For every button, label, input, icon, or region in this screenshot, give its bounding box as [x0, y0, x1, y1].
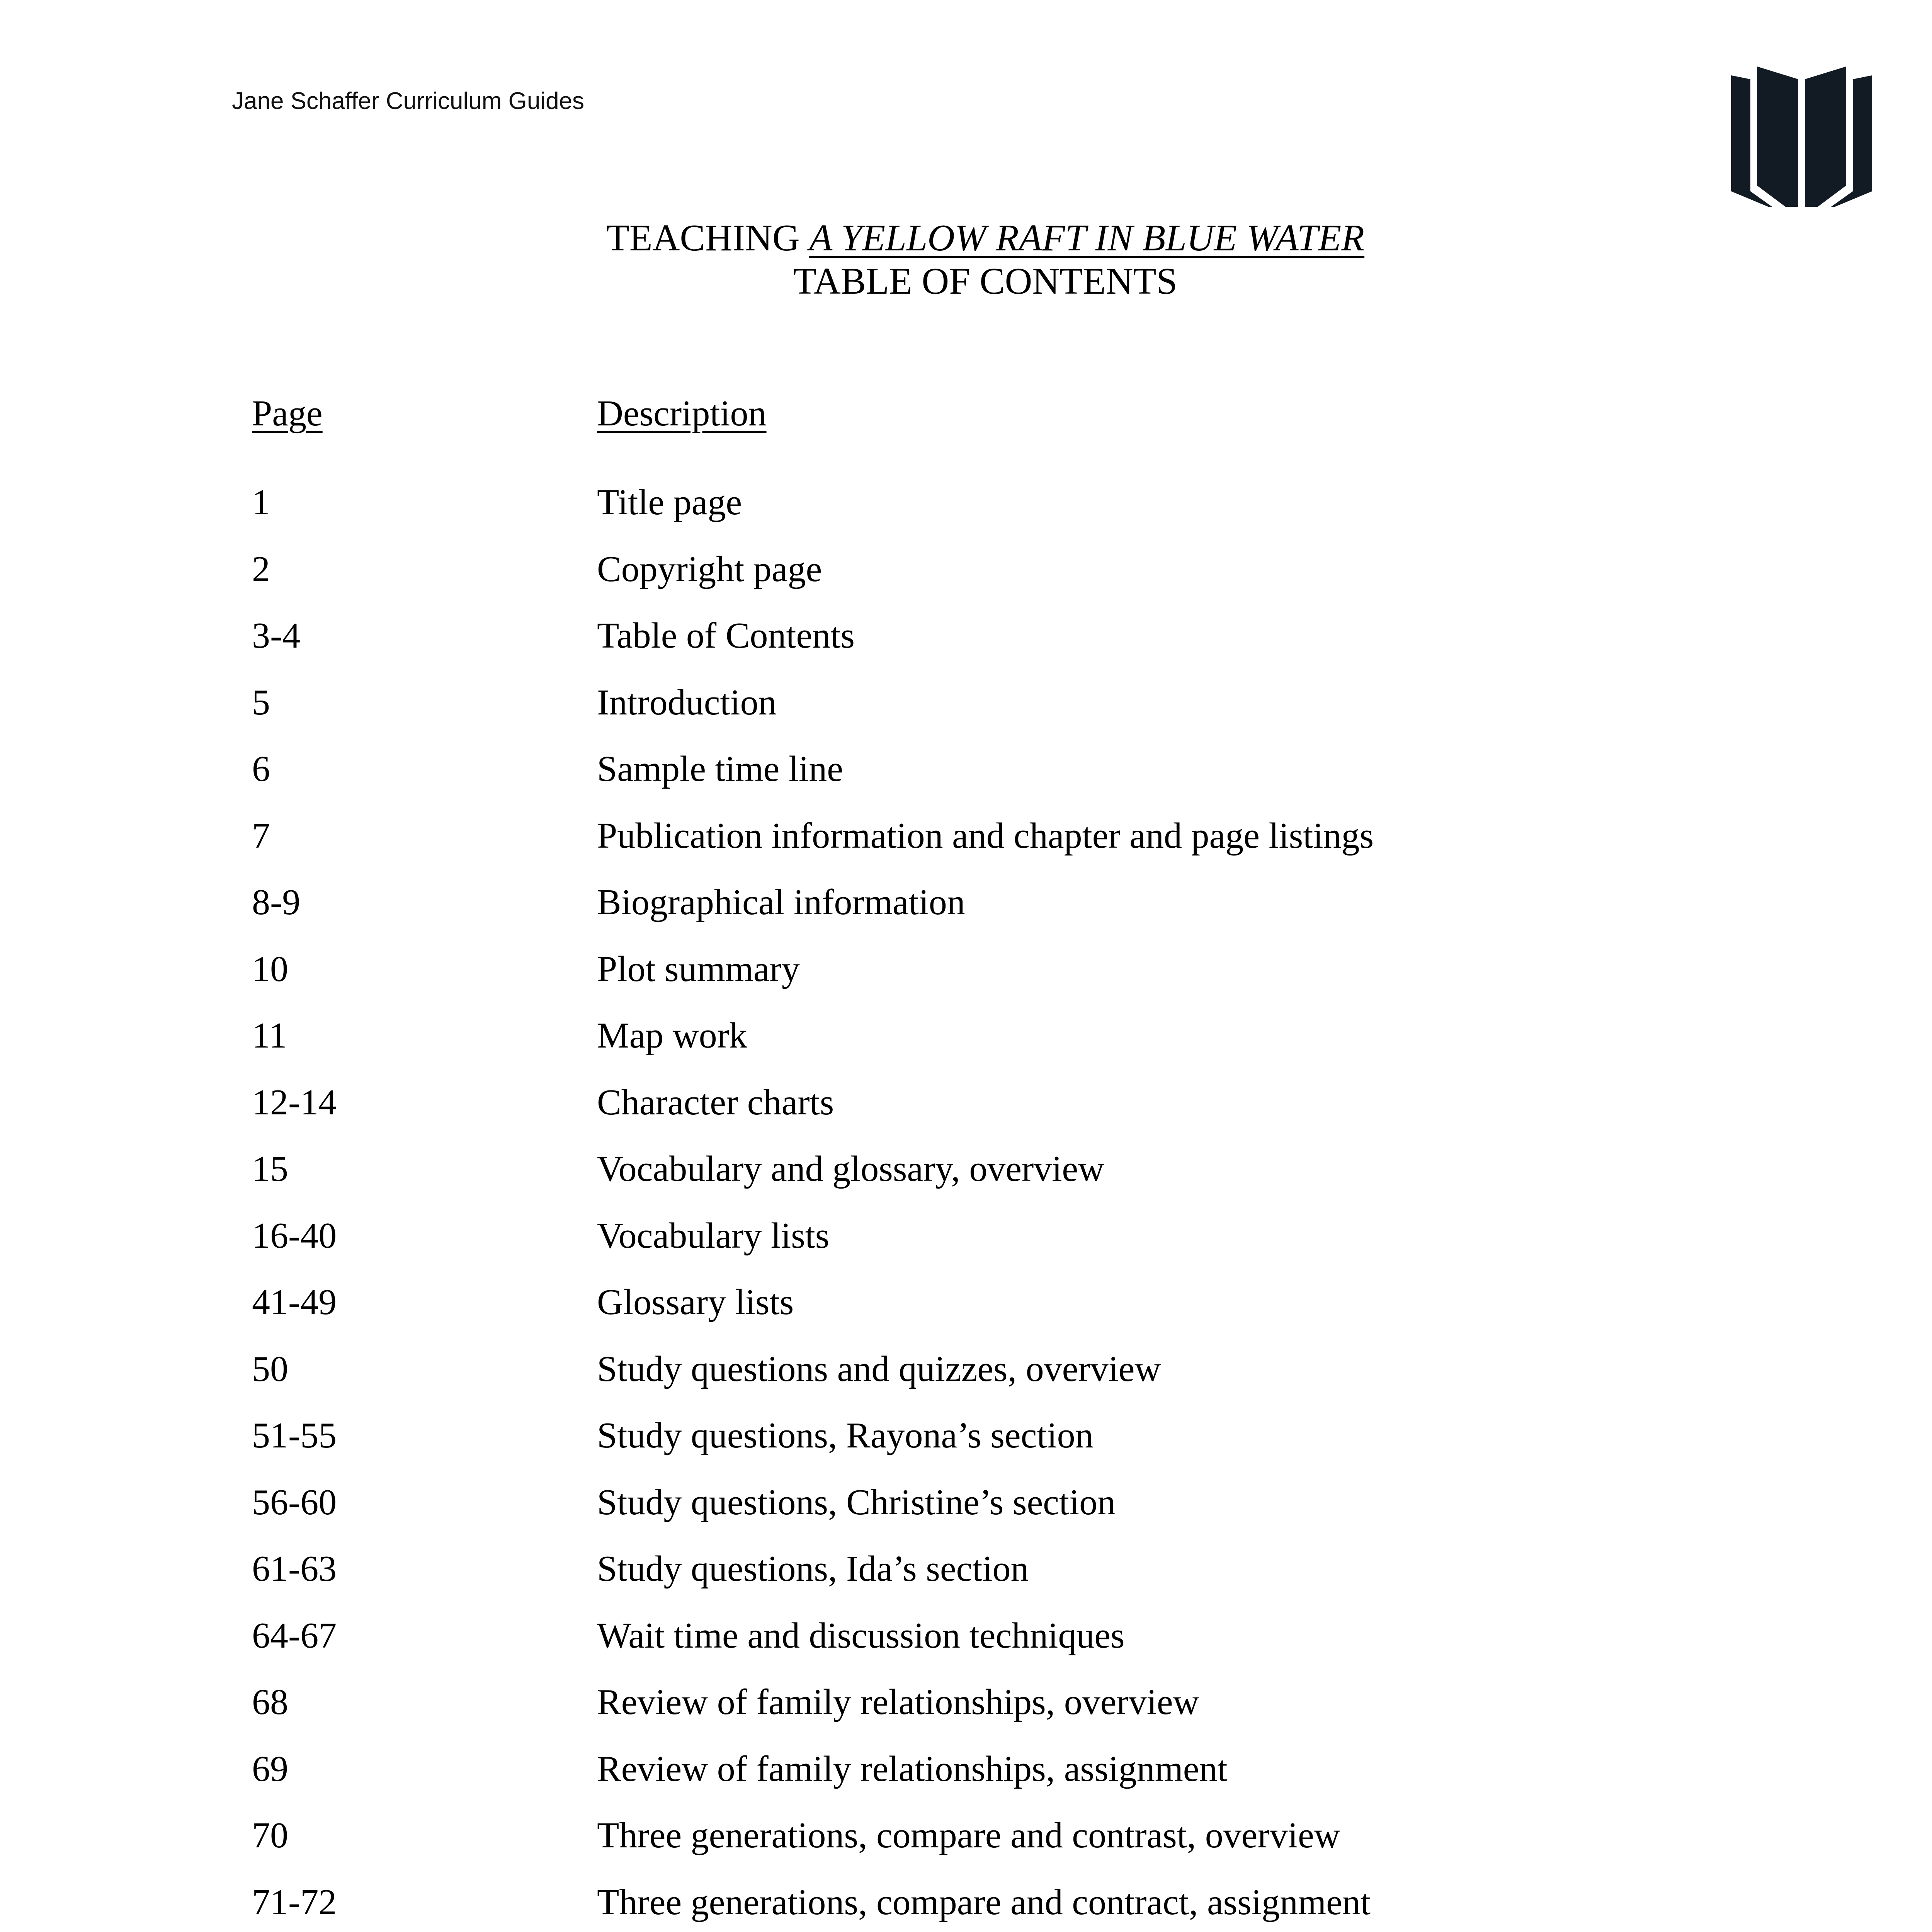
toc-entry-description: Vocabulary and glossary, overview [597, 1149, 1105, 1189]
title-prefix: TEACHING [606, 217, 800, 259]
toc-entry-description: Study questions, Rayona’s section [597, 1415, 1094, 1456]
toc-entry-page: 11 [252, 1015, 287, 1056]
toc-entry-page: 51-55 [252, 1415, 337, 1456]
toc-entry-description: Glossary lists [597, 1282, 794, 1322]
toc-entry-page: 41-49 [252, 1282, 337, 1322]
toc-entry [0, 1146, 1932, 1213]
toc-entry-page: 15 [252, 1149, 288, 1189]
toc-entry-page: 69 [252, 1748, 288, 1789]
toc-entry-page: 70 [252, 1815, 288, 1855]
toc-entry-page: 3-4 [252, 616, 301, 656]
document-title [0, 216, 1932, 303]
toc-entry [0, 1812, 1932, 1879]
toc-entry-description: Wait time and discussion techniques [597, 1615, 1125, 1656]
toc-entry [0, 1213, 1932, 1279]
toc-entry-description: Plot summary [597, 949, 800, 989]
toc-entry [0, 612, 1932, 679]
toc-entry-page: 61-63 [252, 1549, 337, 1589]
publisher-header: Jane Schaffer Curriculum Guides [232, 88, 585, 114]
toc-entry [0, 1612, 1932, 1679]
toc-entry-description: Sample time line [597, 749, 843, 789]
toc-entry-page: 64-67 [252, 1615, 337, 1656]
toc-entry-page: 8-9 [252, 882, 301, 922]
column-header-page: Page [252, 393, 323, 434]
toc-entry-description: Copyright page [597, 549, 822, 589]
toc-entry [0, 1546, 1932, 1612]
toc-entry [0, 679, 1932, 746]
toc-entry-description: Three generations, compare and contract, assignment [597, 1882, 1371, 1922]
toc-entry-page: 1 [252, 482, 270, 522]
toc-entry [0, 1346, 1932, 1413]
toc-entry [0, 1012, 1932, 1079]
toc-entry-description: Three generations, compare and contrast, overview [597, 1815, 1340, 1855]
toc-entry-description: Vocabulary lists [597, 1215, 830, 1256]
logo-inner-right-page [1805, 66, 1846, 207]
toc-entry [0, 546, 1932, 613]
toc-entry-page: 16-40 [252, 1215, 337, 1256]
toc-entry [0, 746, 1932, 813]
toc-entry-page: 6 [252, 749, 270, 789]
column-header-description: Description [597, 393, 767, 434]
toc-entry-page: 10 [252, 949, 288, 989]
toc-entry-description: Study questions and quizzes, overview [597, 1349, 1161, 1389]
logo-inner-left-page [1757, 66, 1798, 207]
toc-entry [0, 1479, 1932, 1546]
toc-entry-page: 50 [252, 1349, 288, 1389]
toc-entry [0, 1279, 1932, 1346]
toc-entry-page: 71-72 [252, 1882, 337, 1922]
toc-entry-description: Map work [597, 1015, 747, 1056]
toc-entry-page: 12-14 [252, 1082, 337, 1122]
toc-entry [0, 1679, 1932, 1746]
toc-entry-description: Title page [597, 482, 742, 522]
toc-entry-description: Introduction [597, 682, 777, 723]
toc-entry-description: Character charts [597, 1082, 834, 1122]
toc-list [0, 479, 1932, 1932]
toc-entry [0, 1879, 1932, 1932]
toc-entry [0, 946, 1932, 1013]
toc-entry-description: Study questions, Christine’s section [597, 1482, 1116, 1522]
toc-entry [0, 1746, 1932, 1813]
toc-entry [0, 479, 1932, 546]
toc-entry [0, 1412, 1932, 1479]
toc-entry-page: 5 [252, 682, 270, 723]
toc-entry-description: Biographical information [597, 882, 965, 922]
toc-entry-description: Table of Contents [597, 616, 855, 656]
toc-entry-description: Review of family relationships, assignment [597, 1748, 1228, 1789]
toc-entry [0, 813, 1932, 879]
open-book-icon [1696, 52, 1889, 207]
toc-entry-page: 68 [252, 1682, 288, 1722]
title-subtitle: TABLE OF CONTENTS [793, 260, 1177, 302]
toc-entry-page: 7 [252, 815, 270, 856]
toc-entry-page: 2 [252, 549, 270, 589]
toc-entry-description: Publication information and chapter and page listings [597, 815, 1374, 856]
toc-entry [0, 1079, 1932, 1146]
toc-entry-page: 56-60 [252, 1482, 337, 1522]
toc-entry [0, 879, 1932, 946]
toc-entry-description: Study questions, Ida’s section [597, 1549, 1029, 1589]
book-title: A YELLOW RAFT IN BLUE WATER [809, 217, 1365, 259]
toc-entry-description: Review of family relationships, overview [597, 1682, 1199, 1722]
title-line [0, 216, 1932, 260]
